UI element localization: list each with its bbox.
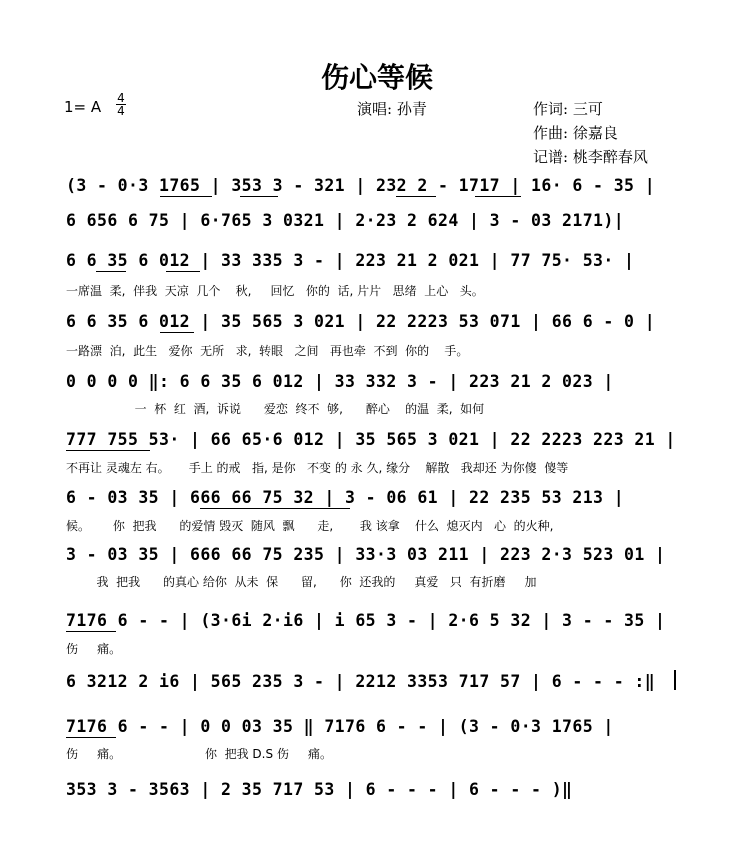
score-line-7-notes: 6 - 03 35 | 666 66 75 32 | 3 - 06 61 | 22 235 53 213 | <box>66 488 625 507</box>
beam-line <box>475 196 521 197</box>
meter-bottom: 4 <box>117 104 125 118</box>
score-line-11-lyrics: 伤 痛。 你 把我 D.S 伤 痛。 <box>66 747 332 761</box>
lyricist-credit: 作词: 三可 <box>533 100 603 118</box>
beam-line <box>160 196 212 197</box>
score-line-4-notes: 6 6 35 6 012 | 35 565 3 021 | 22 2223 53 071 | 66 6 - 0 | <box>66 312 656 331</box>
beam-line <box>396 196 436 197</box>
composer-credit: 作曲: 徐嘉良 <box>533 124 618 142</box>
score-line-3-lyrics: 一席温 柔, 伴我 天凉 几个 秋, 回忆 你的 话, 片片 思绪 上心 头。 <box>66 284 484 298</box>
transcriber-credit: 记谱: 桃李醉春风 <box>533 148 648 166</box>
score-line-11-notes: 7176 6 - - | 0 0 03 35 ‖ 7176 6 - - | (3 - 0·3 1765 | <box>66 717 614 736</box>
score-line-9-notes: 7176 6 - - | (3·6i 2·i6 | i 65 3 - | 2·6 5 32 | 3 - - 35 | <box>66 611 666 630</box>
beam-line <box>160 332 194 333</box>
beam-line <box>66 737 116 738</box>
score-line-4-lyrics: 一路漂 泊, 此生 爱你 无所 求, 转眼 之间 再也牵 不到 你的 手。 <box>66 344 469 358</box>
score-line-9-lyrics: 伤 痛。 <box>66 642 122 656</box>
song-title: 伤心等候 <box>320 61 433 94</box>
repeat-end-barline <box>674 670 676 690</box>
score-line-5-notes: 0 0 0 0 ‖: 6 6 35 6 012 | 33 332 3 - | 223 21 2 023 | <box>66 372 614 391</box>
score-line-12-notes: 353 3 - 3563 | 2 35 717 53 | 6 - - - | 6 - - - )‖ <box>66 780 573 799</box>
beam-line <box>96 271 126 272</box>
score-line-2-notes: 6 656 6 75 | 6·765 3 0321 | 2·23 2 624 | 3 - 03 2171)| <box>66 211 625 230</box>
score-line-7-lyrics: 候。 你 把我 的爱情 毁灭 随风 飘 走, 我 该拿 什么 熄灭内 心 的火种, <box>66 519 554 533</box>
beam-line <box>66 631 116 632</box>
score-line-1-notes: (3 - 0·3 1765 | 353 3 - 321 | 232 2 - 1717 | 16· 6 - 35 | <box>66 176 656 195</box>
key-signature: 1= A <box>64 98 102 116</box>
beam-line <box>66 450 150 451</box>
time-signature <box>116 92 126 117</box>
singer-credit: 演唱: 孙青 <box>357 100 427 118</box>
score-line-5-lyrics: 一 杯 红 酒, 诉说 爱恋 终不 够, 醉心 的温 柔, 如何 <box>66 402 485 416</box>
score-line-8-lyrics: 我 把我 的真心 给你 从未 保 留, 你 还我的 真爱 只 有折磨 加 <box>66 575 537 589</box>
beam-line <box>240 196 278 197</box>
beam-line <box>166 271 200 272</box>
beam-line <box>200 508 350 509</box>
score-line-6-notes: 777 755 53· | 66 65·6 012 | 35 565 3 021 | 22 2223 223 21 | <box>66 430 676 449</box>
meter-top: 4 <box>117 91 125 105</box>
score-line-10-notes: 6 3212 2 i6 | 565 235 3 - | 2212 3353 717 57 | 6 - - - :‖ <box>66 672 656 691</box>
score-line-3-notes: 6 6 35 6 012 | 33 335 3 - | 223 21 2 021 | 77 75· 53· | <box>66 251 635 270</box>
score-line-6-lyrics: 不再让 灵魂左 右。 手上 的戒 指, 是你 不变 的 永 久, 缘分 解散 我却还 为你傻 傻等 <box>66 461 569 475</box>
score-line-8-notes: 3 - 03 35 | 666 66 75 235 | 33·3 03 211 | 223 2·3 523 01 | <box>66 545 666 564</box>
